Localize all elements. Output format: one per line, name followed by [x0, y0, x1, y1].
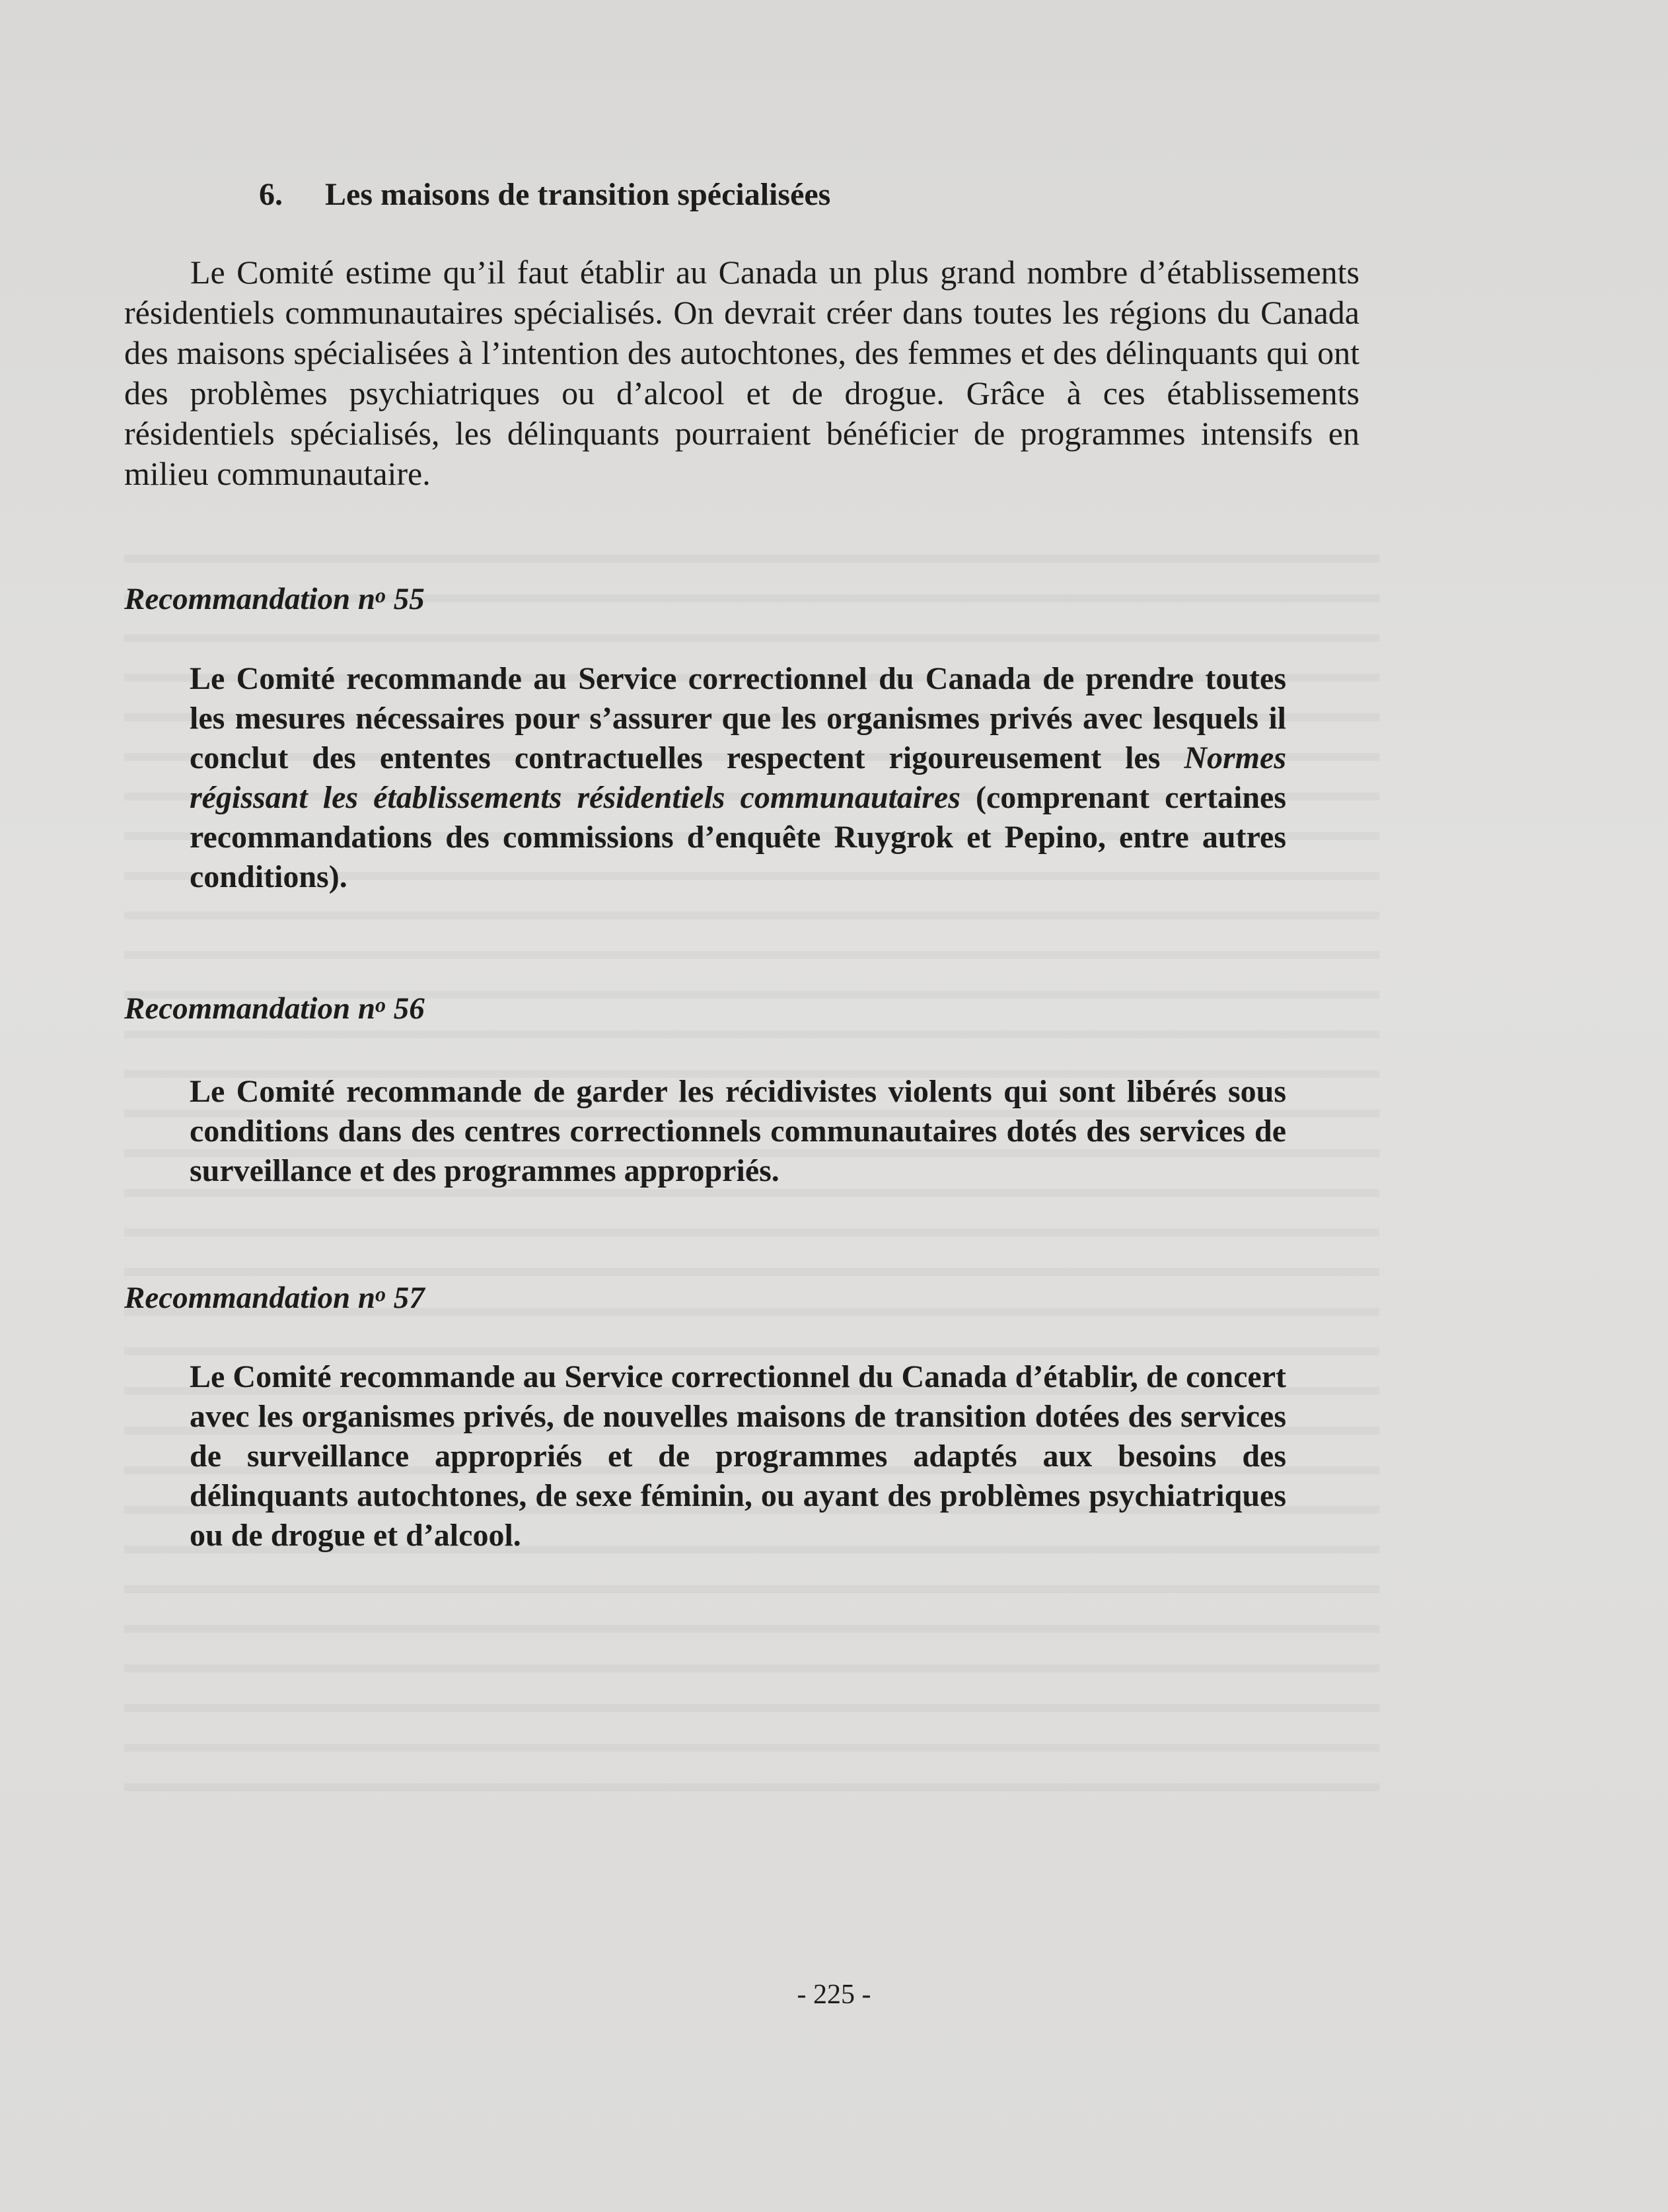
recommendation-label-57 — [124, 1278, 425, 1318]
recommendation-body-55 — [190, 659, 1286, 897]
recommendation-body-57: Le Comité recommande au Service correctionnel du Canada d’établir, de concert avec les organismes privés, de nouvelles maisons de transition dotées des services de surveillance appropriés et de programmes adaptés aux besoins des délinquants autochtones, de sexe féminin, ou ayant des problèmes psychiatriques ou de drogue et d’alcool. — [190, 1359, 1286, 1553]
recommendation-number: 56 — [393, 991, 425, 1026]
page-number: - 225 - — [797, 1980, 871, 2010]
section-heading — [259, 170, 1382, 219]
section-number: 6. — [259, 177, 283, 212]
recommendation-body-56: Le Comité recommande de garder les récidivistes violents qui sont libérés sous conditions dans des centres correctionnels communautaires dotés des services de surveillance et des programmes appropriés. — [190, 1074, 1286, 1188]
recommendation-label-sup: o — [375, 1282, 386, 1306]
recommendation-label-55 — [124, 579, 425, 619]
intro-paragraph: Le Comité estime qu’il faut établir au Canada un plus grand nombre d’établissements résidentiels communautaires spécialisés. On devrait créer dans toutes les régions du Canada des maisons spécialisées à l’intention des autochtones, des femmes et des délinquants qui ont des problèmes psychiatriques ou d’alcool et de drogue. Grâce à ces établissements résidentiels spécialisés, les délinquants pourraient bénéficier de programmes intensifs en milieu communautaire. — [124, 254, 1360, 492]
recommendation-label-text: Recommandation n — [124, 991, 375, 1026]
recommendation-number: 57 — [393, 1281, 425, 1315]
recommendation-label-sup: o — [375, 583, 386, 607]
recommendation-number: 55 — [393, 582, 425, 616]
recommendation-label-sup: o — [375, 993, 386, 1017]
recommendation-text-before: Le Comité recommande au Service correctionnel du Canada de prendre toutes les mesures nécessaires pour s’assurer que les organismes privés avec lesquels il conclut des ententes contractuelles respectent rigoureusement les — [190, 661, 1286, 775]
recommendation-label-text: Recommandation n — [124, 582, 375, 616]
section-title: Les maisons de transition spécialisées — [325, 177, 831, 212]
recommendation-text-italic: Normes régissant les établissements résidentiels communautaires — [190, 740, 1286, 815]
recommendation-label-56 — [124, 989, 425, 1028]
recommendation-label-text: Recommandation n — [124, 1281, 375, 1315]
recommendation-text-after: (comprenant certaines recommandations des commissions d’enquête Ruygrok et Pepino, entre autres conditions). — [190, 780, 1287, 894]
